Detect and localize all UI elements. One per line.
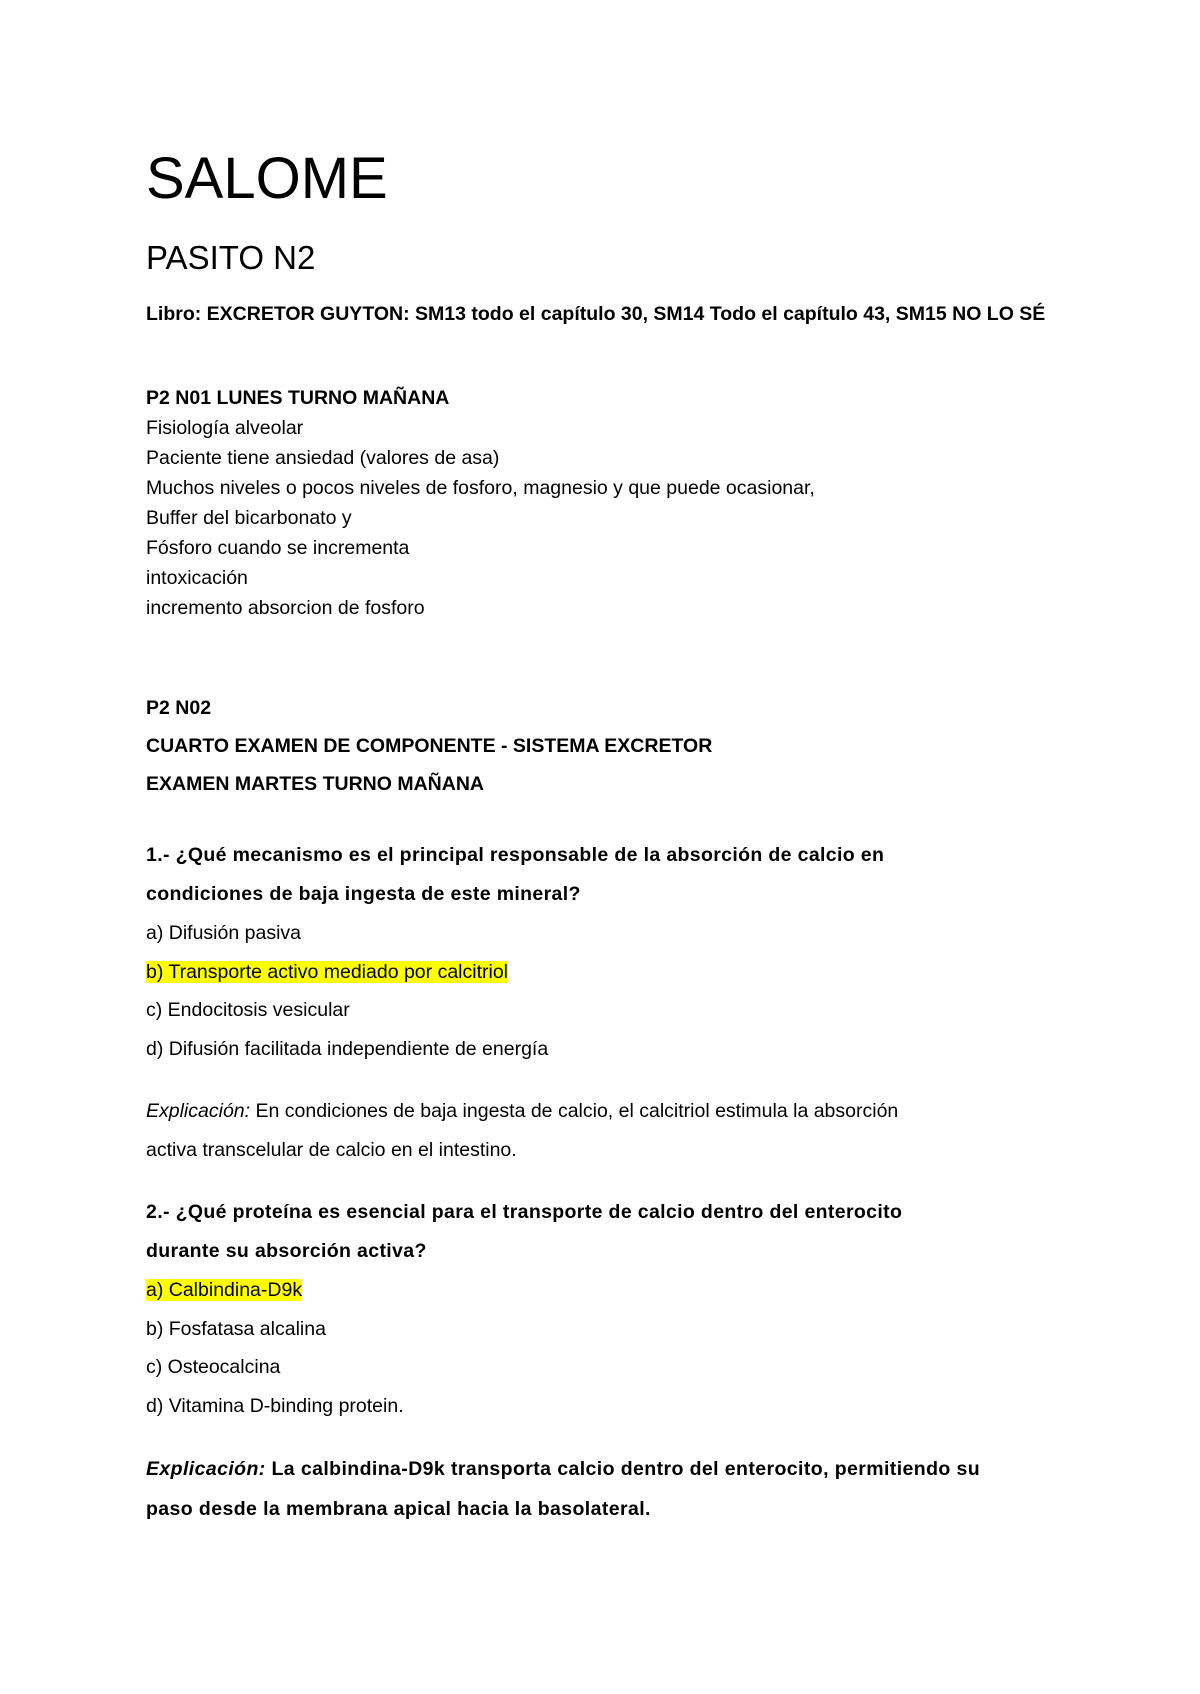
explanation-label: Explicación: [146, 1458, 266, 1480]
question-2 [146, 1193, 980, 1529]
highlighted-answer: a) Calbindina-D9k [146, 1279, 303, 1301]
topic-line: Fisiología alveolar [146, 417, 304, 439]
question-text: 1.- ¿Qué mecanismo es el principal responsable de la absorción de calcio en [146, 844, 885, 866]
topic-line: Buffer del bicarbonato y [146, 507, 352, 529]
topic-line: Paciente tiene ansiedad (valores de asa) [146, 447, 500, 469]
answer-option: d) Vitamina D-binding protein. [146, 1394, 404, 1417]
exam-title: CUARTO EXAMEN DE COMPONENTE - SISTEMA EXCRETOR [146, 735, 713, 757]
highlighted-answer: b) Transporte activo mediado por calcitriol [146, 960, 508, 983]
answer-option: d) Difusión facilitada independiente de energía [146, 1037, 549, 1060]
question-text: durante su absorción activa? [146, 1240, 427, 1262]
answer-option: c) Endocitosis vesicular [146, 999, 350, 1021]
explanation: Explicación: En condiciones de baja ingesta de calcio, el calcitriol estimula la absorción [146, 1100, 899, 1122]
question-1 [146, 836, 898, 1170]
p2n01-section [146, 383, 815, 623]
exam-day: EXAMEN MARTES TURNO MAÑANA [146, 773, 484, 795]
book-reference: Libro: EXCRETOR GUYTON: SM13 todo el capítulo 30, SM14 Todo el capítulo 43, SM15 NO LO SÉ [146, 303, 1046, 325]
question-text: condiciones de baja ingesta de este mineral? [146, 883, 581, 905]
answer-option-correct [146, 1271, 980, 1310]
document-subtitle: PASITO N2 [146, 239, 316, 276]
explanation-label: Explicación: [146, 1100, 251, 1122]
answer-option: b) Fosfatasa alcalina [146, 1317, 326, 1340]
p2n01-heading: P2 N01 LUNES TURNO MAÑANA [146, 387, 450, 409]
answer-option: c) Osteocalcina [146, 1356, 281, 1378]
question-text: 2.- ¿Qué proteína es esencial para el transporte de calcio dentro del enterocito [146, 1201, 903, 1223]
topic-line: incremento absorcion de fosforo [146, 597, 425, 619]
topic-line: Muchos niveles o pocos niveles de fosforo, magnesio y que puede ocasionar, [146, 477, 815, 499]
topic-line: Fósforo cuando se incrementa [146, 537, 410, 559]
topic-line: intoxicación [146, 567, 248, 589]
explanation-continuation: paso desde la membrana apical hacia la basolateral. [146, 1498, 651, 1520]
answer-option: a) Difusión pasiva [146, 922, 301, 944]
p2n02-section [146, 689, 712, 803]
document-title: SALOME [146, 146, 388, 211]
explanation: Explicación: La calbindina-D9k transporta calcio dentro del enterocito, permitiendo su [146, 1458, 981, 1480]
explanation-continuation: activa transcelular de calcio en el intestino. [146, 1139, 517, 1161]
answer-option-correct [146, 953, 898, 992]
p2n02-heading: P2 N02 [146, 697, 212, 719]
